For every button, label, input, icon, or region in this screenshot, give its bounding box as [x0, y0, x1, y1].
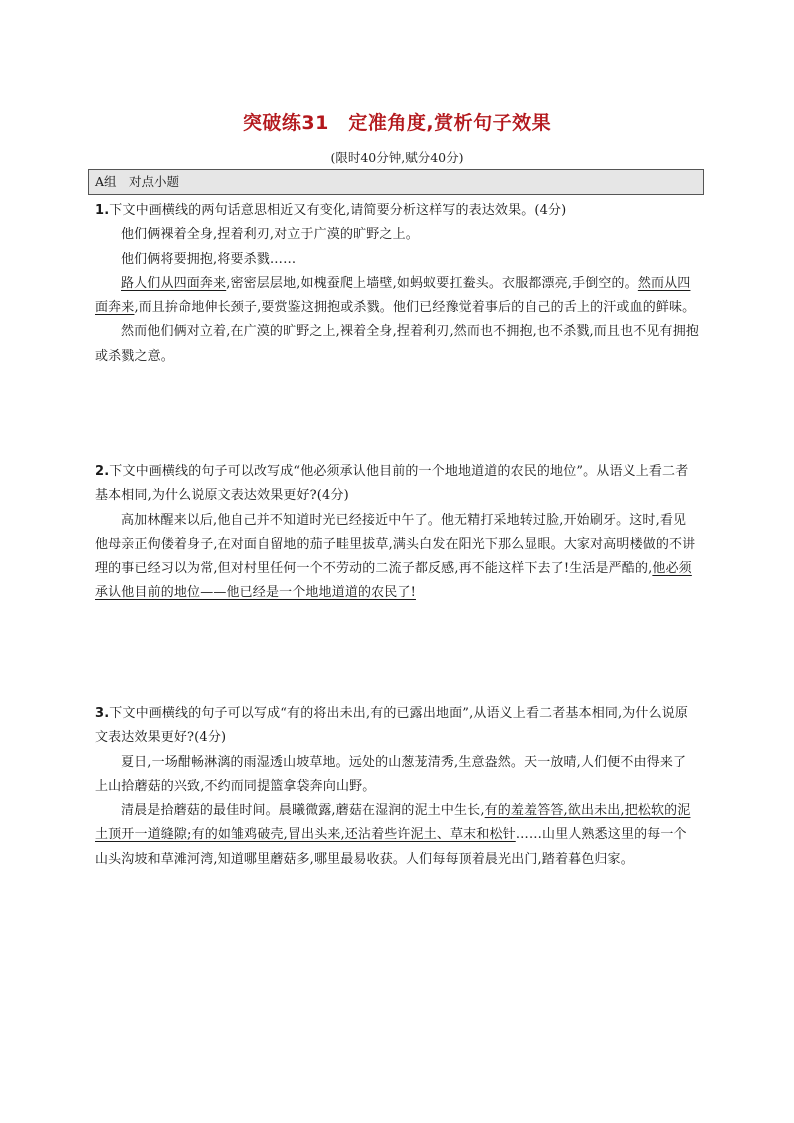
underlined-sentence: 他必须承认他目前的地位——他已经是一个地地道道的农民了!: [95, 561, 692, 601]
passage-paragraph: 夏日,一场酣畅淋漓的雨湿透山坡草地。远处的山葱茏清秀,生意盎然。天一放晴,人们便不由得来了上山拾蘑菇的兴致,不约而同提篮拿袋奔向山野。: [95, 754, 687, 794]
passage-paragraph: 他们俩将要拥抱,将要杀戮……: [121, 251, 297, 267]
question-3-stem: [95, 702, 699, 751]
question-2-number: 2.: [95, 464, 110, 479]
question-1-stem: [95, 199, 699, 223]
question-2: [95, 460, 699, 606]
underlined-sentence: 然而从四面奔来: [95, 275, 691, 316]
passage-paragraph: [95, 272, 699, 321]
question-1: [95, 199, 699, 369]
passage-paragraph: 他们俩裸着全身,捏着利刃,对立于广漠的旷野之上。: [121, 227, 419, 243]
question-2-prompt: 下文中画横线的句子可以改写成“他必须承认他目前的一个地地道道的农民的地位”。从语义上看二者基本相同,为什么说原文表达效果更好?(4分): [95, 464, 689, 504]
group-header: A组 对点小题: [88, 169, 704, 195]
question-2-stem: [95, 460, 699, 509]
passage-paragraph: [95, 509, 699, 606]
underlined-sentence: 路人们从四面奔来: [121, 275, 227, 291]
question-3-prompt: 下文中画横线的句子可以写成“有的将出未出,有的已露出地面”,从语义上看二者基本相同,为什么说原文表达效果更好?(4分): [95, 706, 689, 746]
passage-text: ……山里人熟悉这里的每一个山头沟坡和草滩河湾,知道哪里蘑菇多,哪里最易收获。人们每每顶着晨光出门,踏着暮色归家。: [95, 827, 687, 867]
question-3: [95, 702, 699, 872]
page-title: 突破练31 定准角度,赏析句子效果: [242, 112, 552, 134]
question-1-prompt: 下文中画横线的两句话意思相近又有变化,请简要分析这样写的表达效果。(4分): [109, 203, 567, 218]
question-3-number: 3.: [95, 706, 110, 721]
passage-paragraph: 然而他们俩对立着,在广漠的旷野之上,裸着全身,捏着利刃,然而也不拥抱,也不杀戮,而且也不见有拥抱或杀戮之意。: [95, 324, 699, 364]
passage-paragraph: [95, 799, 699, 872]
question-1-number: 1.: [95, 203, 110, 218]
passage-text: ,密密层层地,如槐蚕爬上墙壁,如蚂蚁要扛鲞头。衣服都漂亮,手倒空的。: [226, 275, 638, 291]
passage-text: 清晨是拾蘑菇的最佳时间。晨曦微露,蘑菇在湿润的泥土中生长,: [121, 803, 485, 819]
passage-text: ,而且拚命地伸长颈子,要赏鉴这拥抱或杀戮。他们已经豫觉着事后的自己的舌上的汗或血的鲜味。: [134, 300, 696, 316]
passage-text: 高加林醒来以后,他自己并不知道时光已经接近中午了。他无精打采地转过脸,开始刷牙。这时,看见他母亲正佝偻着身子,在对面自留地的茄子畦里拔草,满头白发在阳光下那么显眼。大家对高明楼做的不讲理的事已经习以为常,但对村里任何一个不劳动的二流子都反感,再不能这样下去了!生活是严酷的,: [95, 512, 696, 577]
underlined-sentence: 有的羞羞答答,欲出未出,把松软的泥土顶开一道缝隙;有的如雏鸡破壳,冒出头来,还沾着些许泥土、草末和松针: [95, 803, 691, 843]
time-limit-note: (限时40分钟,赋分40分): [330, 150, 464, 165]
